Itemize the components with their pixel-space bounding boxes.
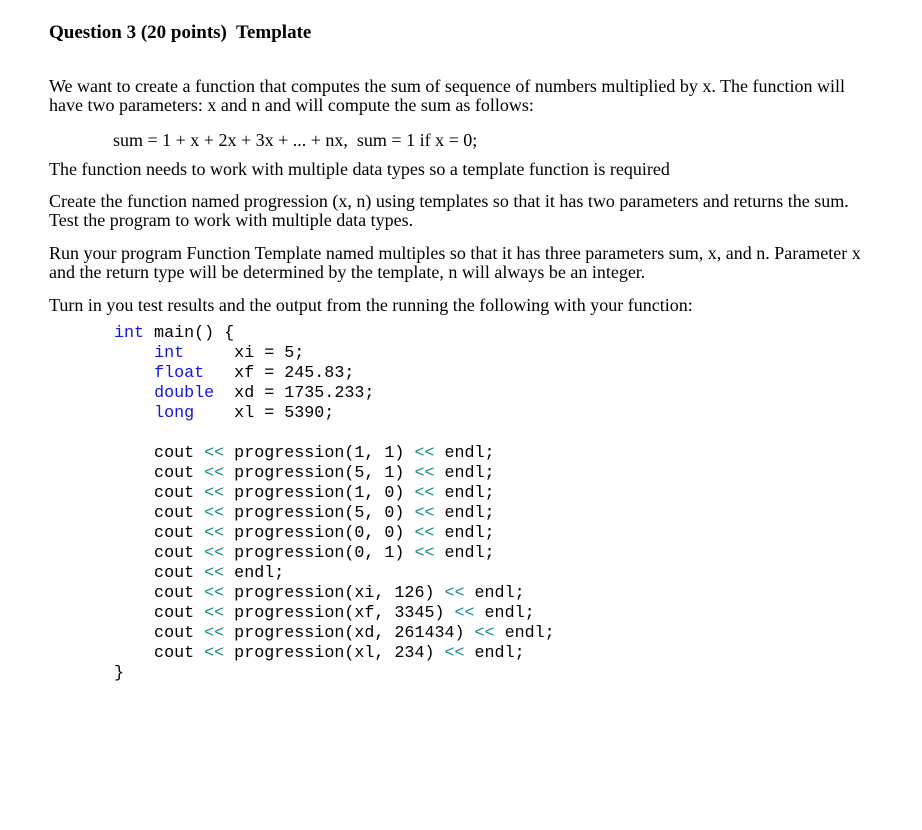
code-text: cout: [114, 564, 205, 583]
code-line: [114, 584, 555, 604]
create-function-paragraph: Create the function named progression (x, n) using templates so that it has two parameters and returns the sum. Test the program to work with multiple data types.: [49, 191, 849, 230]
code-text: xf = 245.83;: [204, 364, 355, 383]
code-keyword: int: [114, 324, 145, 343]
code-line: [114, 424, 555, 444]
code-operator: <<: [414, 464, 435, 483]
code-block: [114, 324, 555, 684]
code-text: [114, 364, 154, 383]
code-text: cout: [114, 644, 205, 663]
code-text: [114, 384, 154, 403]
code-text: progression(0, 0): [224, 524, 415, 543]
code-operator: <<: [204, 624, 225, 643]
code-keyword: double: [154, 384, 215, 403]
code-line: [114, 324, 555, 344]
run-program-paragraph: Run your program Function Template named multiples so that it has three parameters sum, x, and n. Parameter x and the return type will be determined by the template, n will always be an integer.: [49, 243, 861, 282]
code-line: [114, 384, 555, 404]
code-operator: <<: [204, 564, 225, 583]
code-line: [114, 464, 555, 484]
code-text: xl = 5390;: [194, 404, 335, 423]
code-operator: <<: [204, 524, 225, 543]
code-text: cout: [114, 544, 205, 563]
code-text: endl;: [474, 604, 535, 623]
code-text: main() {: [144, 324, 235, 343]
code-operator: <<: [204, 504, 225, 523]
code-line: [114, 504, 555, 524]
code-operator: <<: [414, 504, 435, 523]
code-text: endl;: [434, 504, 495, 523]
code-line: [114, 664, 555, 684]
code-operator: <<: [454, 604, 475, 623]
code-keyword: long: [154, 404, 195, 423]
code-operator: <<: [204, 544, 225, 563]
code-text: cout: [114, 624, 205, 643]
code-operator: <<: [204, 484, 225, 503]
code-line: [114, 484, 555, 504]
turn-in-paragraph: Turn in you test results and the output from the running the following with your function:: [49, 295, 693, 315]
code-line: [114, 644, 555, 664]
code-text: [114, 344, 154, 363]
code-text: cout: [114, 484, 205, 503]
code-text: endl;: [464, 584, 525, 603]
code-line: [114, 444, 555, 464]
code-text: cout: [114, 584, 205, 603]
code-text: endl;: [434, 464, 495, 483]
question-title: Question 3 (20 points) Template: [49, 22, 312, 43]
code-text: cout: [114, 504, 205, 523]
code-line: [114, 344, 555, 364]
code-operator: <<: [204, 584, 225, 603]
sum-formula: sum = 1 + x + 2x + 3x + ... + nx, sum = 1 if x = 0;: [113, 130, 478, 150]
code-text: endl;: [434, 524, 495, 543]
code-operator: <<: [414, 444, 435, 463]
code-operator: <<: [204, 444, 225, 463]
code-text: cout: [114, 464, 205, 483]
code-line: [114, 364, 555, 384]
code-text: cout: [114, 604, 205, 623]
code-text: progression(5, 1): [224, 464, 415, 483]
intro-paragraph: We want to create a function that computes the sum of sequence of numbers multiplied by x. The function will have two parameters: x and n and will compute the sum as follows:: [49, 76, 846, 115]
code-operator: <<: [204, 644, 225, 663]
code-line: [114, 524, 555, 544]
code-text: progression(xf, 3345): [224, 604, 455, 623]
code-text: endl;: [224, 564, 285, 583]
code-text: endl;: [434, 484, 495, 503]
code-text: cout: [114, 524, 205, 543]
code-operator: <<: [474, 624, 495, 643]
code-line: [114, 544, 555, 564]
code-line: [114, 564, 555, 584]
code-operator: <<: [444, 584, 465, 603]
code-text: xi = 5;: [184, 344, 305, 363]
code-text: [114, 404, 154, 423]
code-keyword: int: [154, 344, 185, 363]
code-operator: <<: [414, 524, 435, 543]
code-line: [114, 604, 555, 624]
code-text: endl;: [434, 444, 495, 463]
code-text: progression(1, 0): [224, 484, 415, 503]
code-text: progression(xi, 126): [224, 584, 445, 603]
code-text: progression(5, 0): [224, 504, 415, 523]
code-text: cout: [114, 444, 205, 463]
code-operator: <<: [204, 604, 225, 623]
code-operator: <<: [444, 644, 465, 663]
code-text: endl;: [494, 624, 555, 643]
code-line: [114, 624, 555, 644]
code-operator: <<: [414, 544, 435, 563]
code-line: [114, 404, 555, 424]
code-text: progression(0, 1): [224, 544, 415, 563]
code-text: xd = 1735.233;: [214, 384, 375, 403]
code-text: progression(xd, 261434): [224, 624, 475, 643]
code-operator: <<: [414, 484, 435, 503]
code-text: progression(1, 1): [224, 444, 415, 463]
code-keyword: float: [154, 364, 205, 383]
code-text: progression(xl, 234): [224, 644, 445, 663]
code-text: endl;: [464, 644, 525, 663]
template-requirement-paragraph: The function needs to work with multiple data types so a template function is required: [49, 159, 670, 179]
code-operator: <<: [204, 464, 225, 483]
code-text: endl;: [434, 544, 495, 563]
code-text: }: [114, 664, 125, 683]
